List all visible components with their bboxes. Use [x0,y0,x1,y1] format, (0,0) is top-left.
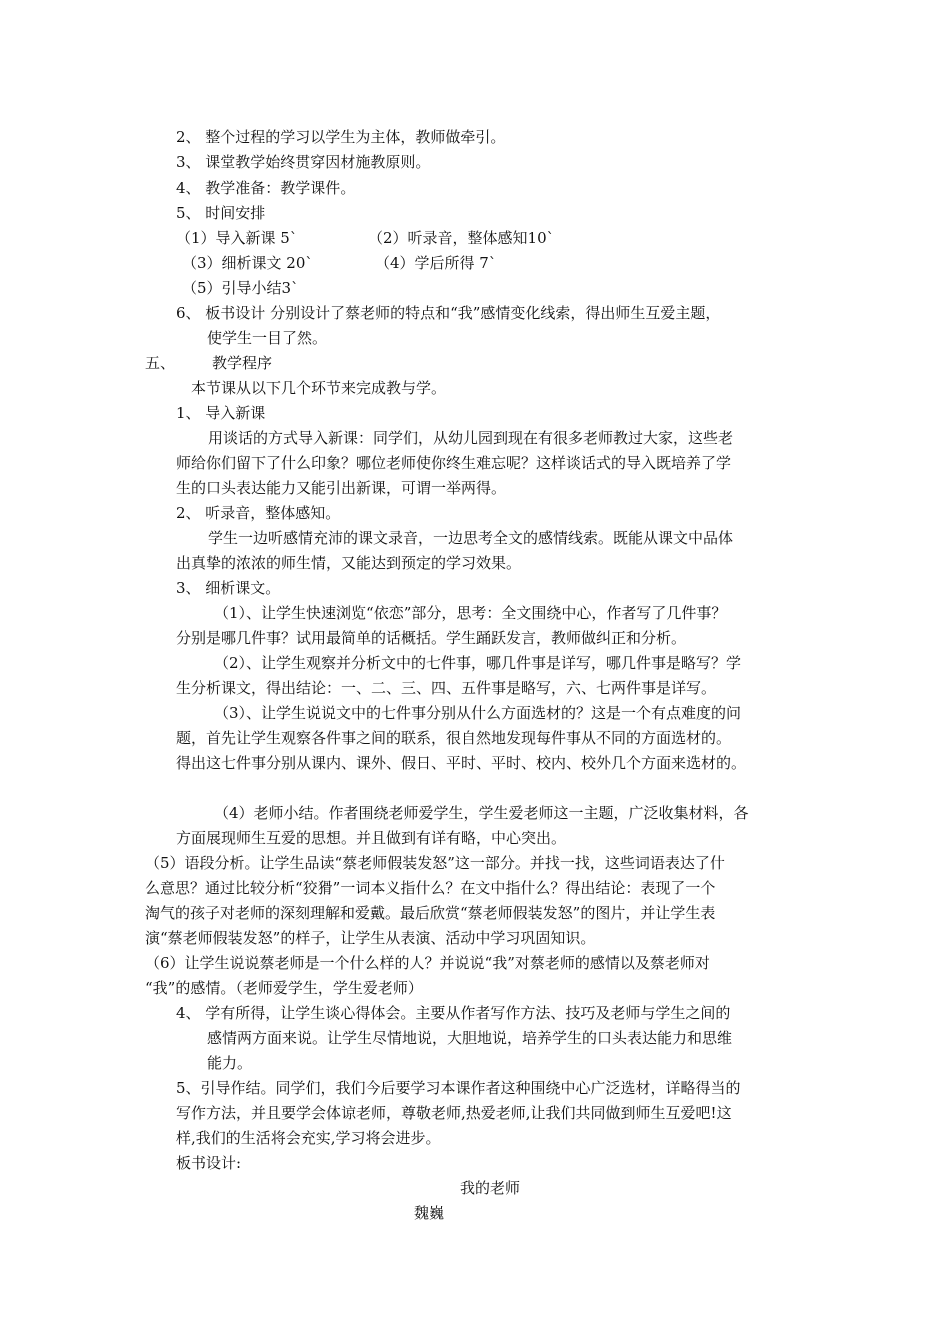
text-line: 3、 细析课文。 [176,579,281,597]
text-line: 能力。 [207,1054,253,1072]
text-line: （1）导入新课 5` [176,229,298,247]
text-line: 2、 整个过程的学习以学生为主体，教师做牵引。 [176,128,506,146]
text-line: （6）让学生说说蔡老师是一个什么样的人？并说说“我”对蔡老师的感情以及蔡老师对 [145,954,710,972]
text-line: 4、 教学准备：教学课件。 [176,179,356,197]
text-line: （2）听录音，整体感知10` [368,229,555,247]
section-heading: 教学程序 [212,354,273,372]
text-line: （2）、让学生观察并分析文中的七件事，哪几件事是详写，哪几件事是略写？学 [214,654,742,672]
text-line: 写作方法，并且要学会体谅老师，尊敬老师,热爱老师,让我们共同做到师生互爱吧!这 [176,1104,732,1122]
text-line: 5、 时间安排 [176,204,266,222]
text-line: “我”的感情。（老师爱学生，学生爱老师） [145,979,423,997]
text-line: 方面展现师生互爱的思想。并且做到有详有略，中心突出。 [176,829,567,847]
text-line: 5、引导作结。同学们，我们今后要学习本课作者这种围绕中心广泛选材，详略得当的 [176,1079,741,1097]
text-line: 4、 学有所得，让学生谈心得体会。主要从作者写作方法、技巧及老师与学生之间的 [176,1004,731,1022]
text-line: 本节课从以下几个环节来完成教与学。 [191,379,447,397]
text-line: 3、 课堂教学始终贯穿因材施教原则。 [176,153,431,171]
board-author: 魏巍 [414,1204,445,1222]
text-line: 演“蔡老师假装发怒”的样子，让学生从表演、活动中学习巩固知识。 [145,929,596,947]
text-line: 么意思？通过比较分析“狡猾”一词本义指什么？在文中指什么？得出结论：表现了一个 [145,879,716,897]
text-line: 分别是哪几件事？试用最简单的话概括。学生踊跃发言，教师做纠正和分析。 [176,629,687,647]
text-line: 生分析课文，得出结论：一、二、三、四、五件事是略写，六、七两件事是详写。 [176,679,717,697]
text-line: 师给你们留下了什么印象？哪位老师使你终生难忘呢？这样谈话式的导入既培养了学 [176,454,732,472]
text-line: 用谈话的方式导入新课：同学们，从幼儿园到现在有很多老师教过大家，这些老 [208,429,734,447]
text-line: 生的口头表达能力又能引出新课，可谓一举两得。 [176,479,507,497]
text-line: 使学生一目了然。 [207,329,328,347]
text-line: 出真挚的浓浓的师生情，又能达到预定的学习效果。 [176,554,522,572]
text-line: （4）老师小结。作者围绕老师爱学生，学生爱老师这一主题，广泛收集材料，各 [214,804,749,822]
text-line: （1）、让学生快速浏览“依恋”部分，思考：全文围绕中心，作者写了几件事？ [214,604,727,622]
text-line: 板书设计: [176,1154,242,1172]
text-line: （5）引导小结3` [182,279,299,297]
text-line: （3）细析课文 20` [182,254,313,272]
text-line: 6、 板书设计 分别设计了蔡老师的特点和“我”感情变化线索，得出师生互爱主题， [176,304,721,322]
text-line: （3）、让学生说说文中的七件事分别从什么方面选材的？这是一个有点难度的问 [214,704,742,722]
text-line: 得出这七件事分别从课内、课外、假日、平时、平时、校内、校外几个方面来选材的。 [176,754,747,772]
text-line: 学生一边听感情充沛的课文录音，一边思考全文的感情线索。既能从课文中品体 [208,529,734,547]
text-line: 1、 导入新课 [176,404,266,422]
text-line: 淘气的孩子对老师的深刻理解和爱戴。最后欣赏“蔡老师假装发怒”的图片，并让学生表 [145,904,716,922]
text-line: （4）学后所得 7` [375,254,497,272]
text-line: 感情两方面来说。让学生尽情地说，大胆地说，培养学生的口头表达能力和思维 [207,1029,733,1047]
text-line: 题，首先让学生观察各件事之间的联系，很自然地发现每件事从不同的方面选材的。 [176,729,732,747]
section-number: 五、 [145,354,176,372]
text-line: （5）语段分析。让学生品读“蔡老师假装发怒”这一部分。并找一找，这些词语表达了什 [145,854,725,872]
text-line: 2、 听录音，整体感知。 [176,504,341,522]
board-title: 我的老师 [460,1179,521,1197]
text-line: 样,我们的生活将会充实,学习将会进步。 [176,1129,441,1147]
